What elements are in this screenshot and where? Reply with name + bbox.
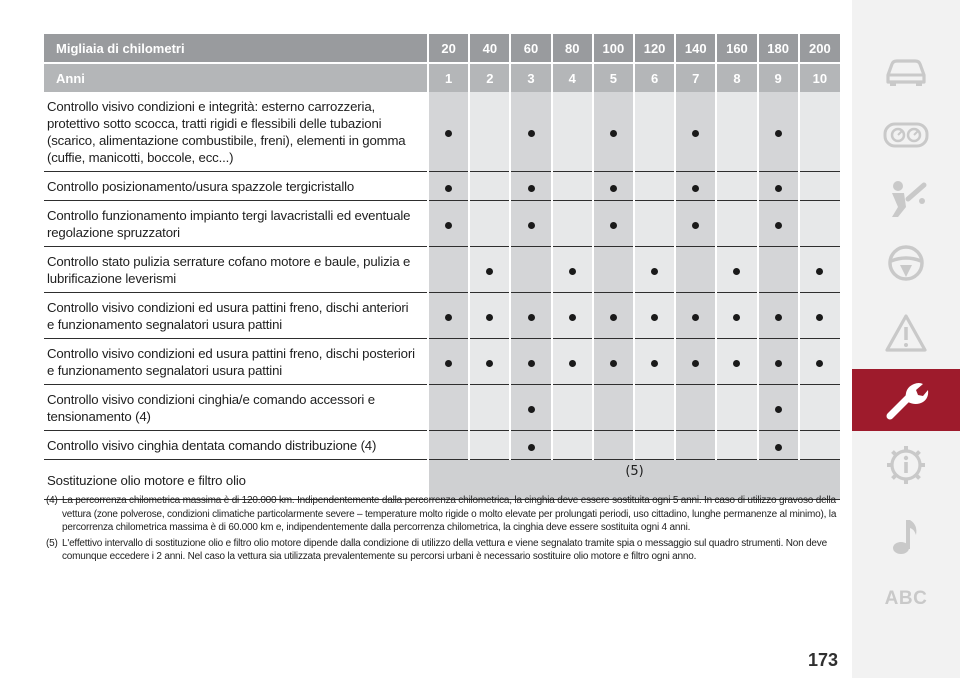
info-gear-icon (885, 444, 927, 486)
table-row (44, 92, 840, 172)
scheduled-dot (528, 360, 535, 367)
schedule-cell (716, 339, 757, 385)
schedule-cell (716, 385, 757, 431)
footnote (46, 537, 838, 564)
schedule-cell (675, 339, 716, 385)
schedule-cell (428, 201, 469, 247)
scheduled-dot (733, 360, 740, 367)
schedule-cell (510, 339, 551, 385)
schedule-cell (593, 92, 634, 172)
steering-wheel-icon (886, 243, 926, 283)
schedule-cell (675, 385, 716, 431)
warning-triangle-icon (884, 313, 928, 353)
schedule-cell (469, 293, 510, 339)
schedule-cell (716, 92, 757, 172)
schedule-cell (758, 92, 799, 172)
sidebar-item-driving[interactable] (852, 232, 960, 294)
km-header-label: Migliaia di chilometri (44, 34, 428, 63)
scheduled-dot (692, 130, 699, 137)
scheduled-dot (775, 185, 782, 192)
scheduled-dot (486, 268, 493, 275)
schedule-cell (758, 431, 799, 460)
table-row (44, 247, 840, 293)
schedule-cell (716, 293, 757, 339)
schedule-cell (469, 201, 510, 247)
schedule-cell (799, 172, 840, 201)
schedule-cell (758, 172, 799, 201)
scheduled-dot (528, 444, 535, 451)
scheduled-dot (528, 314, 535, 321)
year-header-cell: 3 (510, 63, 551, 92)
operation-label: Sostituzione olio motore e filtro olio (44, 460, 428, 500)
scheduled-dot (528, 222, 535, 229)
schedule-cell (593, 385, 634, 431)
schedule-cell (593, 293, 634, 339)
schedule-cell (552, 201, 593, 247)
schedule-cell (799, 201, 840, 247)
schedule-cell (593, 431, 634, 460)
schedule-cell (675, 293, 716, 339)
schedule-cell (634, 92, 675, 172)
schedule-cell (469, 385, 510, 431)
km-header-cell: 140 (675, 34, 716, 63)
schedule-cell (552, 293, 593, 339)
footnotes (46, 494, 838, 566)
schedule-body (44, 92, 840, 500)
footnote-mark: (5) (46, 537, 58, 549)
instrument-panel-icon (883, 121, 929, 149)
schedule-cell (675, 247, 716, 293)
scheduled-dot (445, 360, 452, 367)
scheduled-dot (692, 314, 699, 321)
table-row (44, 293, 840, 339)
scheduled-dot (569, 360, 576, 367)
schedule-cell (758, 247, 799, 293)
schedule-cell (428, 293, 469, 339)
schedule-cell (552, 172, 593, 201)
scheduled-dot (486, 314, 493, 321)
operation-label: Controllo funzionamento impianto tergi lavacristalli ed eventuale regolazione spruzzatori (44, 201, 428, 247)
schedule-cell (469, 92, 510, 172)
schedule-cell (552, 247, 593, 293)
sidebar-item-instruments[interactable] (852, 104, 960, 166)
schedule-cell (552, 92, 593, 172)
scheduled-dot (486, 360, 493, 367)
schedule-cell (675, 92, 716, 172)
schedule-cell (428, 385, 469, 431)
scheduled-dot (445, 222, 452, 229)
footnote-text: L'effettivo intervallo di sostituzione olio e filtro olio motore dipende dalla condizione di utilizzo della vettura e viene segnalato tramite spia o messaggio sul quadro strumenti. Non deve comunque eccedere i 2 anni. Nel caso la vettura sia utilizzata prevalentemente su percorsi urbani è necessario sostituire olio motore e filtro ogni anno. (62, 537, 827, 562)
scheduled-dot (775, 130, 782, 137)
years-header-label: Anni (44, 63, 428, 92)
operation-label: Controllo visivo condizioni ed usura pattini freno, dischi anteriori e funzionamento segnalatori usura pattini (44, 293, 428, 339)
schedule-cell (469, 339, 510, 385)
wrench-icon (882, 378, 930, 422)
schedule-cell (799, 293, 840, 339)
schedule-cell (634, 431, 675, 460)
sidebar-item-maintenance[interactable] (852, 369, 960, 431)
table-row (44, 431, 840, 460)
schedule-cell (758, 339, 799, 385)
year-header-cell: 7 (675, 63, 716, 92)
schedule-cell (552, 431, 593, 460)
year-header-cell: 6 (634, 63, 675, 92)
scheduled-dot (528, 185, 535, 192)
chapter-sidebar (852, 0, 960, 678)
scheduled-dot (445, 130, 452, 137)
schedule-cell (469, 172, 510, 201)
scheduled-dot (610, 314, 617, 321)
schedule-cell (428, 172, 469, 201)
schedule-cell (634, 172, 675, 201)
schedule-cell (634, 385, 675, 431)
schedule-cell (469, 247, 510, 293)
scheduled-dot (610, 222, 617, 229)
maintenance-schedule-table (44, 34, 840, 500)
operation-label: Controllo stato pulizia serrature cofano motore e baule, pulizia e lubrificazione leverismi (44, 247, 428, 293)
scheduled-dot (816, 314, 823, 321)
km-header-cell: 20 (428, 34, 469, 63)
schedule-cell (634, 293, 675, 339)
table-row (44, 339, 840, 385)
sidebar-item-technical-info[interactable] (852, 434, 960, 496)
schedule-cell (593, 201, 634, 247)
scheduled-dot (692, 185, 699, 192)
scheduled-dot (610, 360, 617, 367)
scheduled-dot (610, 185, 617, 192)
km-header-cell: 120 (634, 34, 675, 63)
year-header-cell: 8 (716, 63, 757, 92)
schedule-cell (510, 201, 551, 247)
operation-label: Controllo visivo cinghia dentata comando distribuzione (4) (44, 431, 428, 460)
footnote (46, 494, 838, 535)
scheduled-dot (445, 314, 452, 321)
scheduled-dot (733, 268, 740, 275)
table-row (44, 385, 840, 431)
year-header-cell: 1 (428, 63, 469, 92)
schedule-cell (510, 431, 551, 460)
operation-label: Controllo visivo condizioni ed usura pattini freno, dischi posteriori e funzionamento segnalatori usura pattini (44, 339, 428, 385)
schedule-cell (716, 247, 757, 293)
schedule-cell (428, 92, 469, 172)
schedule-cell (799, 431, 840, 460)
sidebar-item-safety[interactable] (852, 168, 960, 230)
footnote-text: La percorrenza chilometrica massima è di 120.000 km. Indipendentemente dalla percorrenza chilometrica, la cinghia deve essere sostituita ogni 5 anni. In caso di utilizzo gravoso della vettura (zone polverose, condizioni climatiche particolarmente severe – temperature molto rigide o molto elevate per prolungati periodi, uso cittadino, lunghe permanenze al minimo), la percorrenza chilometrica massima è di 60.000 km e, indipendentemente dalla percorrenza chilometrica, la cinghia deve essere sostituita ogni 4 anni. (62, 495, 837, 533)
km-header-row (44, 34, 840, 63)
km-header-cell: 160 (716, 34, 757, 63)
sidebar-item-car[interactable] (852, 40, 960, 102)
scheduled-dot (528, 406, 535, 413)
seatbelt-safety-icon (884, 179, 928, 219)
scheduled-dot (651, 268, 658, 275)
schedule-cell (716, 431, 757, 460)
schedule-cell (593, 339, 634, 385)
schedule-cell (552, 339, 593, 385)
footnote-mark: (4) (46, 495, 58, 506)
schedule-cell (510, 172, 551, 201)
year-header-cell: 9 (758, 63, 799, 92)
scheduled-dot (651, 360, 658, 367)
scheduled-dot (445, 185, 452, 192)
scheduled-dot (569, 268, 576, 275)
schedule-cell (634, 201, 675, 247)
schedule-cell (799, 92, 840, 172)
scheduled-dot (651, 314, 658, 321)
km-header-cell: 80 (552, 34, 593, 63)
music-note-icon (890, 517, 922, 557)
schedule-cell (469, 431, 510, 460)
km-header-cell: 200 (799, 34, 840, 63)
year-header-cell: 4 (552, 63, 593, 92)
page-number: 173 (808, 650, 839, 670)
scheduled-dot (692, 360, 699, 367)
km-header-cell: 100 (593, 34, 634, 63)
operation-label: Controllo visivo condizioni cinghia/e comando accessori e tensionamento (4) (44, 385, 428, 431)
schedule-cell (716, 172, 757, 201)
operation-label: Controllo visivo condizioni e integrità: esterno carrozzeria, protettivo sotto scocca, tratti rigidi e flessibili delle tubazioni (scarico, alimentazione combustibile, freni), elementi in gomma (cuffie, manicotti, boccole, ecc...) (44, 92, 428, 172)
km-header-cell: 60 (510, 34, 551, 63)
scheduled-dot (692, 222, 699, 229)
scheduled-dot (775, 444, 782, 451)
schedule-cell (634, 247, 675, 293)
schedule-cell (510, 385, 551, 431)
schedule-cell (510, 247, 551, 293)
schedule-cell (675, 431, 716, 460)
year-header-cell: 10 (799, 63, 840, 92)
schedule-cell (758, 385, 799, 431)
car-icon (884, 55, 928, 87)
schedule-cell (593, 247, 634, 293)
schedule-cell (428, 431, 469, 460)
index-label: ABC (884, 588, 928, 609)
year-header-cell: 5 (593, 63, 634, 92)
year-header-cell: 2 (469, 63, 510, 92)
schedule-cell (675, 201, 716, 247)
scheduled-dot (816, 268, 823, 275)
schedule-cell (552, 385, 593, 431)
sidebar-item-multimedia[interactable] (852, 506, 960, 568)
schedule-cell (428, 339, 469, 385)
scheduled-dot (569, 314, 576, 321)
scheduled-dot (816, 360, 823, 367)
km-header-cell: 40 (469, 34, 510, 63)
schedule-cell (716, 201, 757, 247)
table-row (44, 201, 840, 247)
schedule-cell (758, 293, 799, 339)
scheduled-dot (775, 406, 782, 413)
schedule-cell (510, 293, 551, 339)
schedule-cell (428, 247, 469, 293)
schedule-cell (758, 201, 799, 247)
schedule-cell (799, 385, 840, 431)
schedule-cell (675, 172, 716, 201)
scheduled-dot (775, 222, 782, 229)
scheduled-dot (775, 360, 782, 367)
scheduled-dot (775, 314, 782, 321)
scheduled-dot (733, 314, 740, 321)
schedule-cell (634, 339, 675, 385)
scheduled-dot (528, 130, 535, 137)
oil-interval-note: (5) (428, 460, 840, 500)
scheduled-dot (610, 130, 617, 137)
schedule-cell (593, 172, 634, 201)
km-header-cell: 180 (758, 34, 799, 63)
schedule-cell (799, 339, 840, 385)
operation-label: Controllo posizionamento/usura spazzole tergicristallo (44, 172, 428, 201)
table-row (44, 172, 840, 201)
schedule-cell (510, 92, 551, 172)
sidebar-item-index[interactable] (852, 568, 960, 630)
years-header-row (44, 63, 840, 92)
schedule-cell (799, 247, 840, 293)
sidebar-item-warnings[interactable] (852, 302, 960, 364)
